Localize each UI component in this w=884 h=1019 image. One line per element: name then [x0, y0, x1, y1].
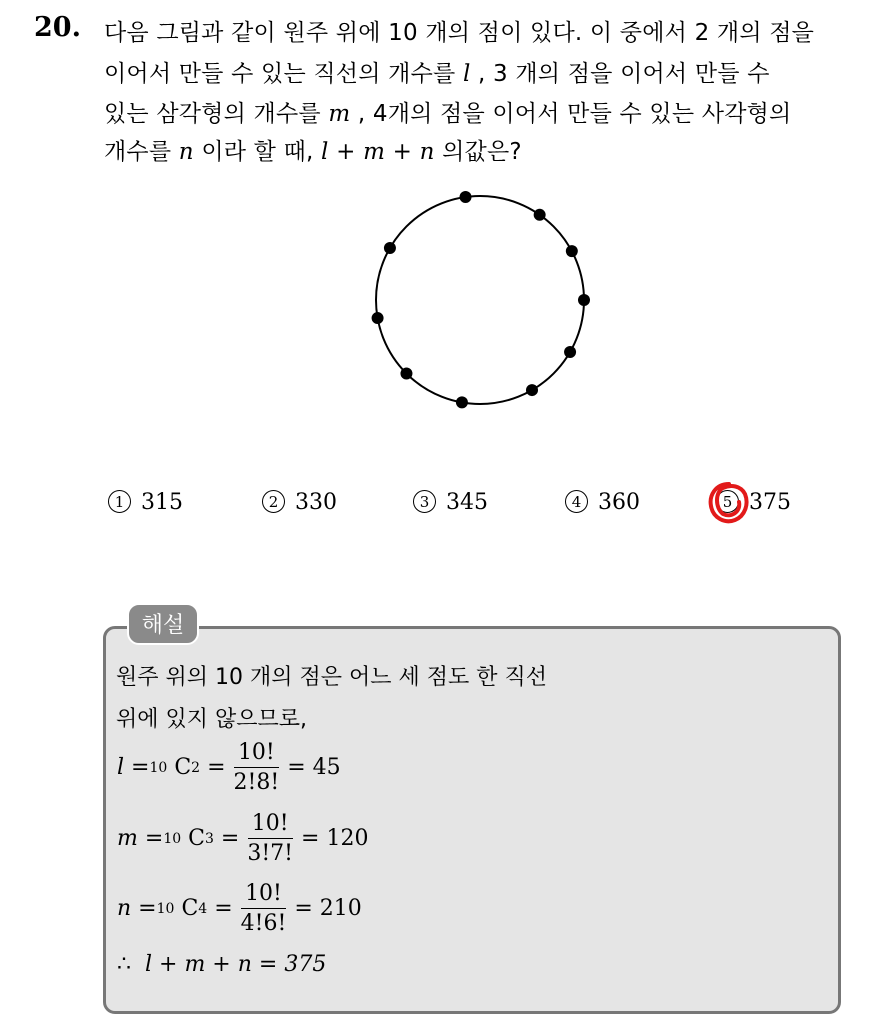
equation-l: l = 10 C 2 = $\frac{10!}{2!8!}$ = 45: [117, 740, 341, 795]
circle-point: [460, 191, 472, 203]
circle-point: [400, 368, 412, 380]
equation-n: n = 10 C 4 = $\frac{10!}{4!6!}$ = 210: [117, 881, 362, 936]
explanation-line-1: 원주 위의 10 개의 점은 어느 세 점도 한 직선: [116, 665, 547, 690]
circle-point: [384, 242, 396, 254]
explanation-line-2: 위에 있지 않으므로,: [116, 707, 307, 732]
choice-1[interactable]: 1 315: [108, 490, 183, 515]
equation-m: m = 10 C 3 = $\frac{10!}{3!7!}$ = 120: [117, 811, 369, 866]
circle-point: [564, 346, 576, 358]
question-line-2: 이어서 만들 수 있는 직선의 개수를 l , 3 개의 점을 이어서 만들 수: [104, 61, 770, 87]
explanation-tag: 해설: [127, 603, 199, 645]
circle-point: [456, 396, 468, 408]
choice-2[interactable]: 2 330: [262, 490, 337, 515]
question-line-1: 다음 그림과 같이 원주 위에 10 개의 점이 있다. 이 중에서 2 개의 점을: [104, 20, 815, 46]
answer-circle-mark: [705, 478, 753, 528]
circle-point: [534, 209, 546, 221]
question-number: 20.: [34, 12, 81, 43]
choice-3[interactable]: 3 345: [413, 490, 488, 515]
choice-5[interactable]: 5 375: [716, 490, 791, 515]
circle-point: [566, 245, 578, 257]
question-line-3: 있는 삼각형의 개수를 m , 4개의 점을 이어서 만들 수 있는 사각형의: [104, 101, 792, 127]
conclusion: ∴ l + m + n = 375: [117, 952, 327, 977]
circle-point: [372, 312, 384, 324]
question-line-4: 개수를 n 이라 할 때, l + m + n 의값은?: [104, 139, 522, 165]
circle-point: [526, 384, 538, 396]
circle-point: [578, 294, 590, 306]
circle-figure: [360, 180, 600, 420]
choice-4[interactable]: 4 360: [565, 490, 640, 515]
